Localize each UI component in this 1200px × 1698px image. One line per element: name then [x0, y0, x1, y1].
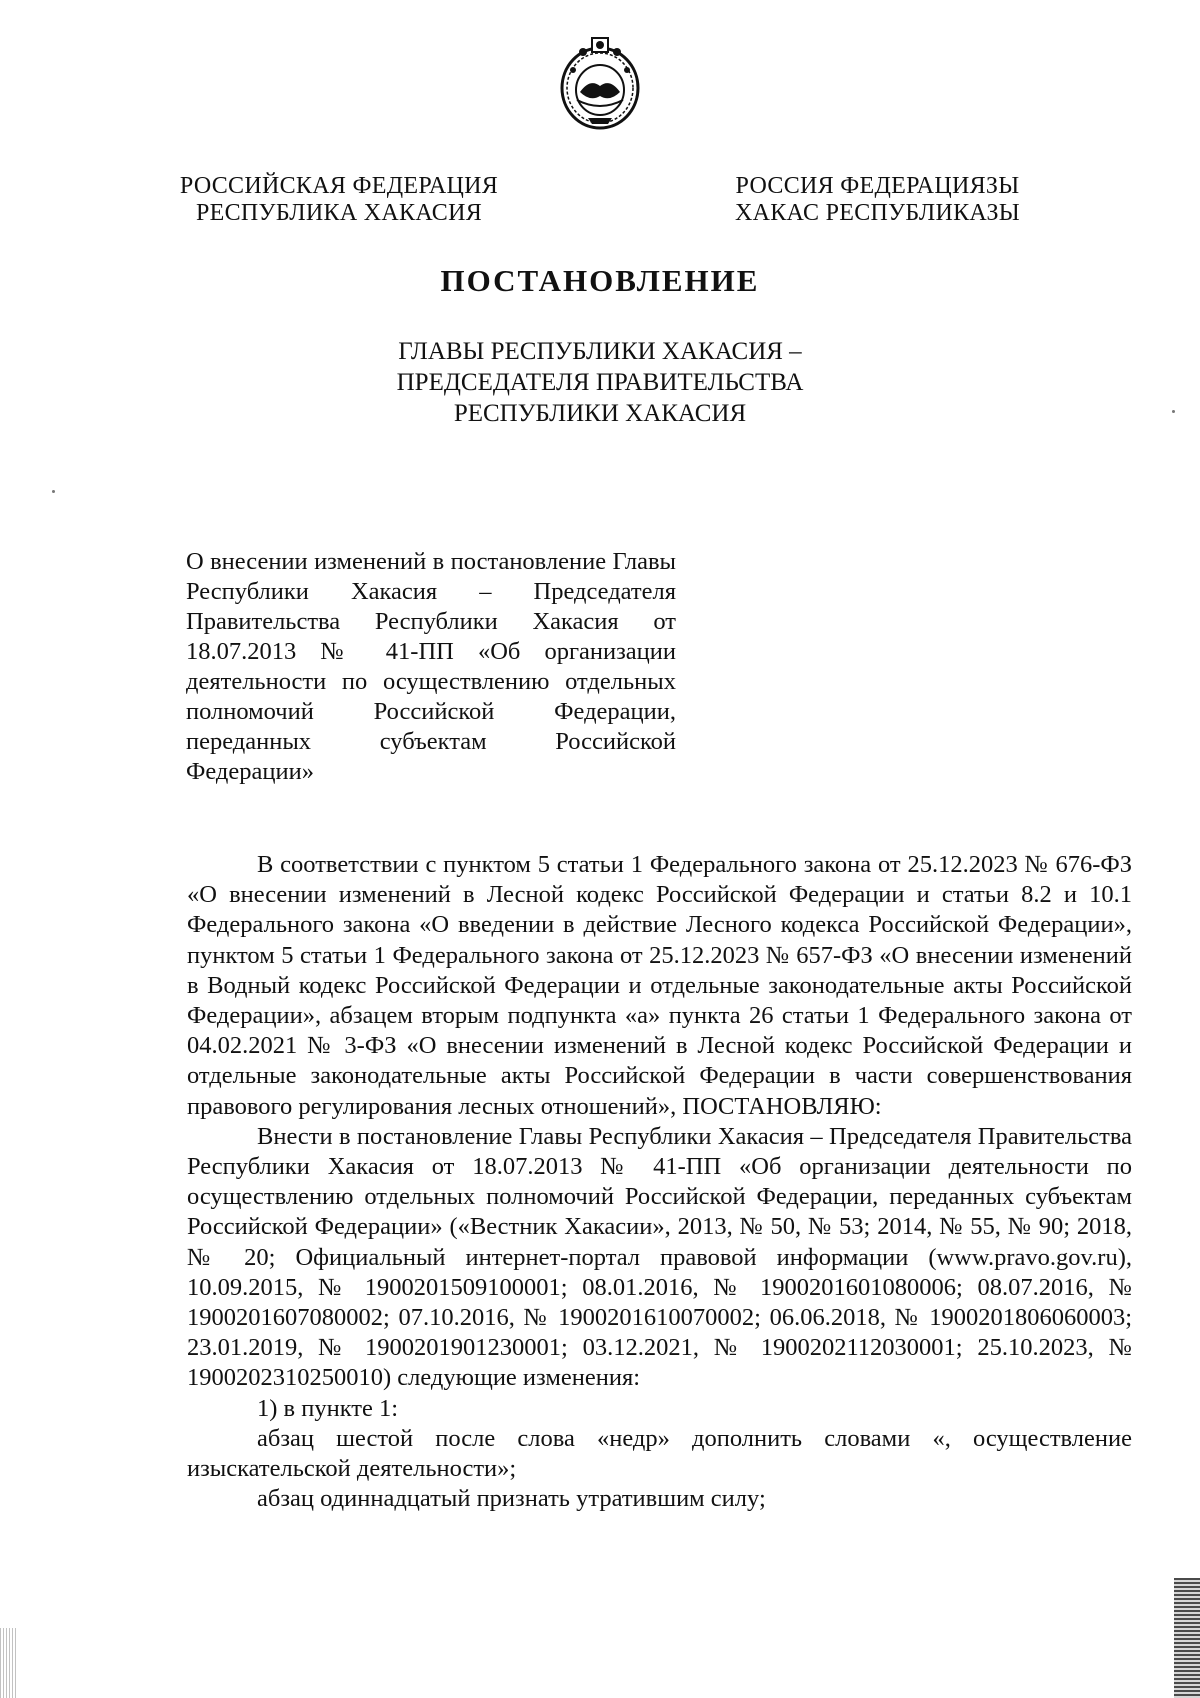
scan-edge-artifact — [1174, 1578, 1200, 1698]
issuer-line1: ГЛАВЫ РЕСПУБЛИКИ ХАКАСИЯ – — [398, 338, 802, 365]
body-paragraph-1: В соответствии с пунктом 5 статьи 1 Федерального закона от 25.12.2023 № 676-ФЗ «О внесении изменений в Лесной кодекс Российской Федерации и статьи 8.2 и 10.1 Федерального закона «О введении в действие Лесного кодекса Российской Федерации», пунктом 5 статьи 1 Федерального закона от 25.12.2023 № 657-ФЗ «О внесении изменений в Водный кодекс Российской Федерации и отдельные законодательные акты Российской Федерации», абзацем вторым подпункта «а» пункта 26 статьи 1 Федерального закона от 04.02.2021 № 3-ФЗ «О внесении изменений в Лесной кодекс Российской Федерации и отдельные законодательные акты Российской Федерации в части совершенствования правового регулирования лесных отношений», ПОСТАНОВЛЯЮ: — [187, 851, 1132, 1120]
header-right-line2: ХАКАС РЕСПУБЛИКАЗЫ — [734, 200, 1021, 226]
scan-speck — [1172, 410, 1175, 413]
body-paragraph-3: 1) в пункте 1: — [257, 1394, 399, 1422]
scan-speck — [52, 490, 55, 493]
body-paragraph-2: Внести в постановление Главы Республики Хакасия – Председателя Правительства Республики Хакасия от 18.07.2013 № 41-ПП «Об организации деятельности по осуществлению отдельных полномочий Российской Федерации, переданных субъектам Российской Федерации» («Вестник Хакасии», 2013, № 50, № 53; 2014, № 55, № 90; 2018, № 20; Официальный интернет-портал правовой информации (www.pravo.gov.ru), 10.09.2015, № 1900201509100001; 08.01.2016, № 1900201601080006; 08.07.2016, № 1900201607080002; 07.10.2016, № 1900201610070002; 06.06.2018, № 1900201806060003; 23.01.2019, № 1900201901230001; 03.12.2021, № 1900202112030001; 25.10.2023, № 1900202310250010) следующие изменения: — [187, 1122, 1132, 1392]
header-right-line1: РОССИЯ ФЕДЕРАЦИЯЗЫ — [735, 173, 1020, 199]
issuer-block — [0, 336, 1200, 429]
header-left-line1: РОССИЙСКАЯ ФЕДЕРАЦИЯ — [179, 173, 499, 199]
body-paragraph-4: абзац шестой после слова «недр» дополнить словами «, осуществление изыскательской деятельности»; — [187, 1424, 1132, 1483]
scan-corner-artifact — [0, 1628, 18, 1698]
document-body — [187, 850, 1132, 1514]
issuer-line3: РЕСПУБЛИКИ ХАКАСИЯ — [453, 400, 747, 427]
header-right-block — [715, 173, 1040, 227]
header-left-line2: РЕСПУБЛИКА ХАКАСИЯ — [195, 200, 483, 226]
document-subject: О внесении изменений в постановление Главы Республики Хакасия – Председателя Правительства Республики Хакасия от 18.07.2013 № 41-ПП «Об организации деятельности по осуществлению отдельных полномочий Российской Федерации, переданных субъектам Российской Федерации» — [186, 548, 676, 785]
coat-of-arms-emblem — [555, 30, 645, 132]
document-title: ПОСТАНОВЛЕНИЕ — [440, 263, 760, 298]
header-left-block — [170, 173, 508, 227]
body-paragraph-5: абзац одиннадцатый признать утратившим силу; — [257, 1485, 766, 1513]
issuer-line2: ПРЕДСЕДАТЕЛЯ ПРАВИТЕЛЬСТВА — [396, 369, 804, 396]
